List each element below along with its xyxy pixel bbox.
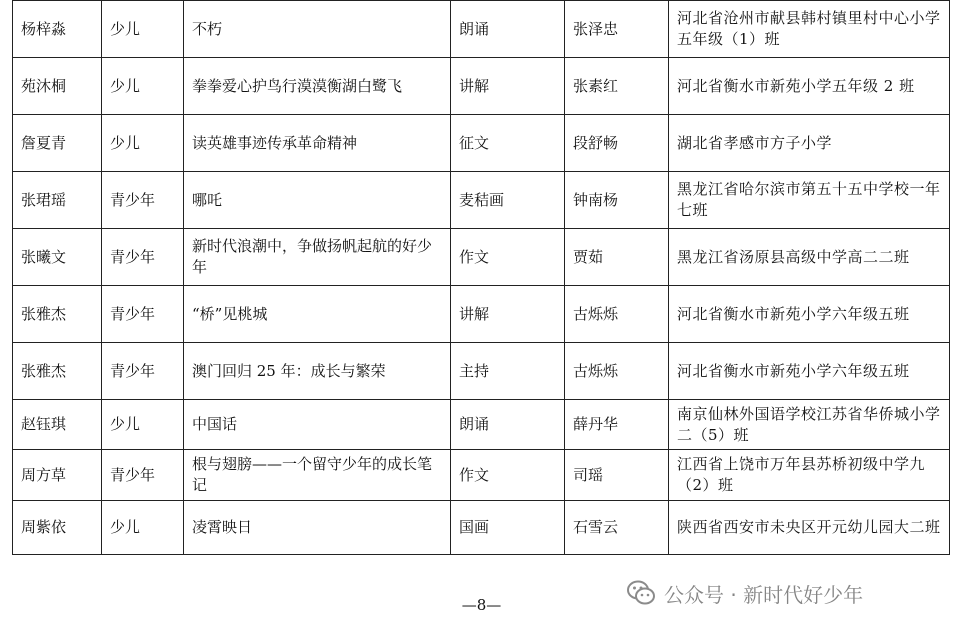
work-title-cell: 根与翅膀——一个留守少年的成长笔记 (184, 450, 451, 501)
category-cell: 青少年 (102, 229, 184, 286)
type-cell: 朗诵 (451, 1, 565, 58)
work-title-cell: 澳门回归 25 年：成长与繁荣 (184, 343, 451, 400)
type-cell: 国画 (451, 501, 565, 555)
category-cell: 少儿 (102, 1, 184, 58)
type-cell: 征文 (451, 115, 565, 172)
category-cell: 少儿 (102, 58, 184, 115)
work-title-cell: 凌霄映日 (184, 501, 451, 555)
work-title-cell: 读英雄事迹传承革命精神 (184, 115, 451, 172)
school-cell: 河北省衡水市新苑小学六年级五班 (669, 343, 950, 400)
table-row (13, 58, 950, 115)
category-cell: 青少年 (102, 172, 184, 229)
name-cell: 张曦文 (13, 229, 102, 286)
table-row (13, 343, 950, 400)
watermark-text: 公众号 · 新时代好少年 (664, 582, 864, 607)
table-row (13, 172, 950, 229)
table-row (13, 450, 950, 501)
name-cell: 张雅杰 (13, 343, 102, 400)
table-row (13, 229, 950, 286)
teacher-cell: 段舒畅 (565, 115, 669, 172)
teacher-cell: 钟南杨 (565, 172, 669, 229)
awards-table (12, 0, 950, 555)
category-cell: 少儿 (102, 115, 184, 172)
type-cell: 主持 (451, 343, 565, 400)
table-row (13, 400, 950, 450)
school-cell: 黑龙江省汤原县高级中学高二二班 (669, 229, 950, 286)
school-cell: 河北省沧州市献县韩村镇里村中心小学五年级（1）班 (669, 1, 950, 58)
type-cell: 朗诵 (451, 400, 565, 450)
table-row (13, 115, 950, 172)
name-cell: 周紫依 (13, 501, 102, 555)
teacher-cell: 古烁烁 (565, 343, 669, 400)
teacher-cell: 贾茹 (565, 229, 669, 286)
school-cell: 河北省衡水市新苑小学五年级 2 班 (669, 58, 950, 115)
work-title-cell: “桥”见桃城 (184, 286, 451, 343)
school-cell: 湖北省孝感市方子小学 (669, 115, 950, 172)
teacher-cell: 古烁烁 (565, 286, 669, 343)
table-body (13, 1, 950, 555)
teacher-cell: 张泽忠 (565, 1, 669, 58)
table-row (13, 1, 950, 58)
work-title-cell: 不朽 (184, 1, 451, 58)
teacher-cell: 司瑶 (565, 450, 669, 501)
teacher-cell: 石雪云 (565, 501, 669, 555)
school-cell: 江西省上饶市万年县苏桥初级中学九（2）班 (669, 450, 950, 501)
category-cell: 少儿 (102, 501, 184, 555)
name-cell: 苑沐桐 (13, 58, 102, 115)
work-title-cell: 拳拳爱心护鸟行漠漠衡湖白鹭飞 (184, 58, 451, 115)
work-title-cell: 哪吒 (184, 172, 451, 229)
school-cell: 黑龙江省哈尔滨市第五十五中学校一年七班 (669, 172, 950, 229)
name-cell: 张雅杰 (13, 286, 102, 343)
name-cell: 詹夏青 (13, 115, 102, 172)
category-cell: 青少年 (102, 450, 184, 501)
school-cell: 陕西省西安市未央区开元幼儿园大二班 (669, 501, 950, 555)
table-row (13, 286, 950, 343)
name-cell: 赵钰琪 (13, 400, 102, 450)
type-cell: 作文 (451, 450, 565, 501)
type-cell: 作文 (451, 229, 565, 286)
category-cell: 青少年 (102, 286, 184, 343)
work-title-cell: 新时代浪潮中，争做扬帆起航的好少年 (184, 229, 451, 286)
name-cell: 张珺瑶 (13, 172, 102, 229)
school-cell: 河北省衡水市新苑小学六年级五班 (669, 286, 950, 343)
name-cell: 杨梓淼 (13, 1, 102, 58)
category-cell: 青少年 (102, 343, 184, 400)
teacher-cell: 薛丹华 (565, 400, 669, 450)
category-cell: 少儿 (102, 400, 184, 450)
type-cell: 讲解 (451, 58, 565, 115)
type-cell: 讲解 (451, 286, 565, 343)
page-number: —8— (461, 596, 502, 614)
work-title-cell: 中国话 (184, 400, 451, 450)
teacher-cell: 张素红 (565, 58, 669, 115)
table-row (13, 501, 950, 555)
name-cell: 周方草 (13, 450, 102, 501)
school-cell: 南京仙林外国语学校江苏省华侨城小学二（5）班 (669, 400, 950, 450)
type-cell: 麦秸画 (451, 172, 565, 229)
